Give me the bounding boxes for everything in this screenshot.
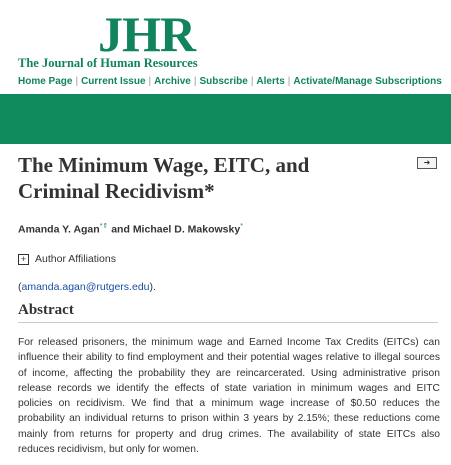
journal-name: The Journal of Human Resources <box>18 56 198 70</box>
affiliations-label[interactable]: Author Affiliations <box>35 253 116 265</box>
correspondence-email: (amanda.agan@rutgers.edu). <box>18 281 156 293</box>
nav-subscribe[interactable]: Subscribe <box>199 76 248 87</box>
abstract-heading: Abstract <box>18 302 438 323</box>
abstract-text: For released prisoners, the minimum wage and Earned Income Tax Credits (EITCs) can influence their ability to find employment and their potential wages relative to illegal sources of income, affecting the probability they are reincarcerated. Using administrative prison release records we identify the effects of state variation in minimum wages and EITC policies on recidivism. We find that a minimum wage increase of $0.50 reduces the probability an individual returns to prison within 3 years by 2.15%; these reductions come mainly from returns for property and drug crimes. The availability of state EITCs also reduces recidivism, but only for women. <box>18 337 440 456</box>
nav-archive[interactable]: Archive <box>154 76 191 87</box>
email-link[interactable]: amanda.agan@rutgers.edu <box>21 281 150 293</box>
author-list <box>18 222 243 236</box>
arrow-right-icon[interactable]: ➜ <box>417 157 437 169</box>
nav-alerts[interactable]: Alerts <box>256 76 285 87</box>
top-nav: Home Page | Current Issue | Archive | Subscribe | Alerts | Activate/Manage Subscriptions <box>18 76 442 87</box>
author-makowsky-marks[interactable]: * <box>240 223 243 230</box>
author-agan-marks[interactable]: *⇑ <box>99 223 109 230</box>
nav-activate-subscriptions[interactable]: Activate/Manage Subscriptions <box>293 76 442 87</box>
nav-current-issue[interactable]: Current Issue <box>81 76 146 87</box>
article-title: The Minimum Wage, EITC, and Criminal Recidivism* <box>18 153 310 203</box>
green-banner <box>0 94 451 144</box>
author-affiliations-toggle[interactable] <box>18 253 116 265</box>
author-connector: and <box>111 223 130 236</box>
plus-icon[interactable]: + <box>18 254 29 265</box>
logo-mark: JHR <box>98 6 195 62</box>
author-makowsky[interactable]: Michael D. Makowsky <box>132 223 241 236</box>
author-agan[interactable]: Amanda Y. Agan <box>18 223 100 236</box>
nav-home[interactable]: Home Page <box>18 76 73 87</box>
